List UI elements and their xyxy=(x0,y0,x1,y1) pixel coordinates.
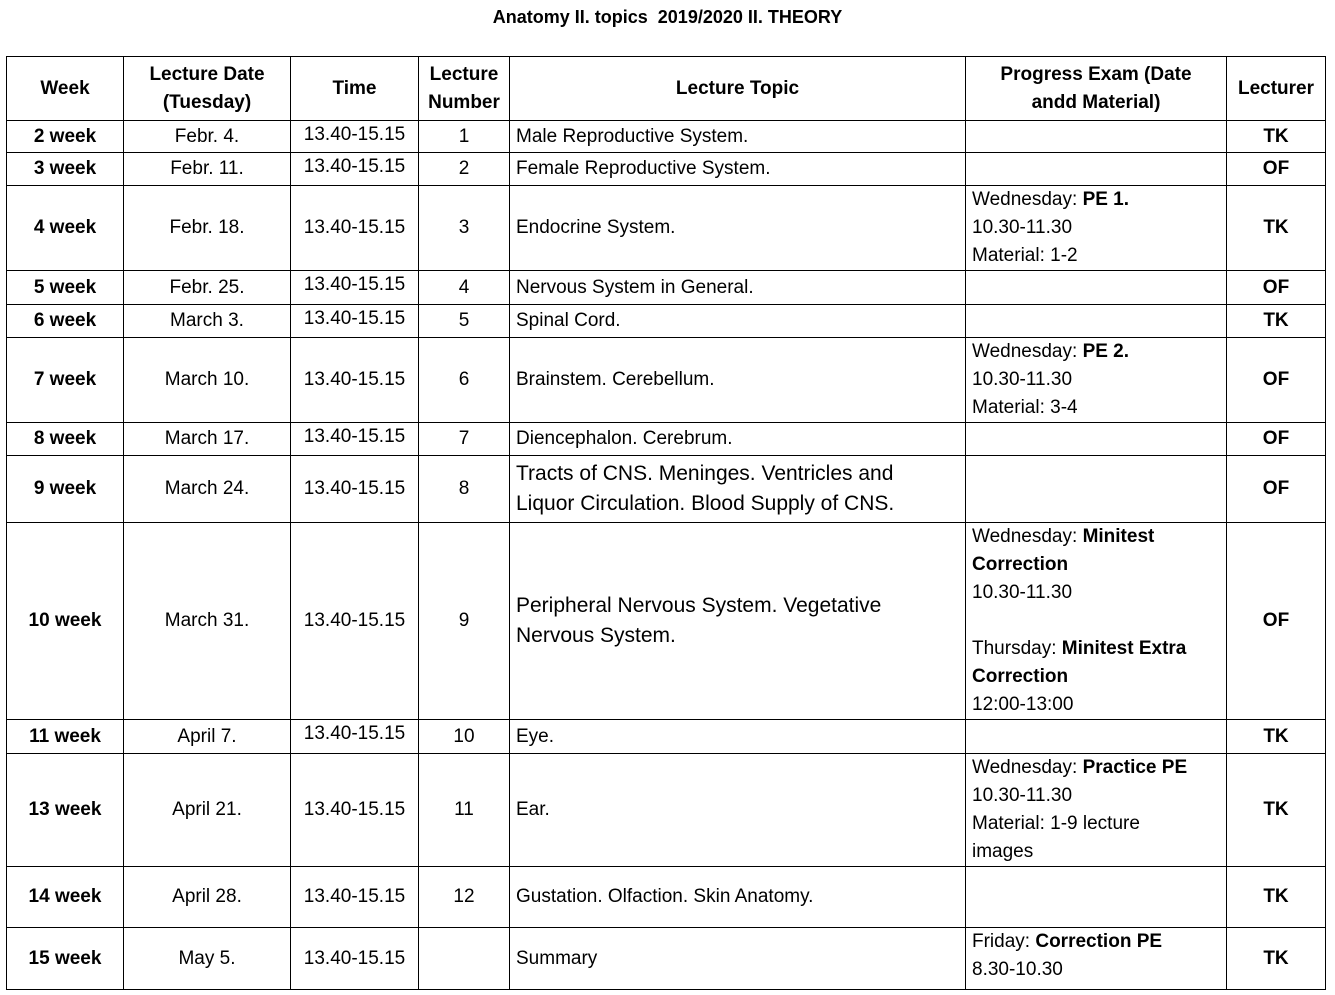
table-row xyxy=(7,523,1326,720)
number-cell: 6 xyxy=(419,338,510,423)
date-cell: March 17. xyxy=(124,423,291,456)
week-cell: 14 week xyxy=(7,867,124,928)
number-cell: 9 xyxy=(419,523,510,720)
exam-cell xyxy=(966,720,1227,754)
exam-cell xyxy=(966,153,1227,186)
week-cell: 10 week xyxy=(7,523,124,720)
date-cell: March 3. xyxy=(124,305,291,338)
exam-time: 10.30-11.30 xyxy=(972,217,1073,238)
table-row xyxy=(7,338,1326,423)
date-cell: April 21. xyxy=(124,754,291,867)
topic-cell: Female Reproductive System. xyxy=(510,153,966,186)
time-cell: 13.40-15.15 xyxy=(291,271,419,305)
exam-cell xyxy=(966,867,1227,928)
topic-cell: Peripheral Nervous System. Vegetative Nervous System. xyxy=(510,523,966,720)
week-cell: 15 week xyxy=(7,928,124,990)
topic-cell: Summary xyxy=(510,928,966,990)
week-cell: 13 week xyxy=(7,754,124,867)
table-row xyxy=(7,153,1326,186)
topic-cell: Ear. xyxy=(510,754,966,867)
week-cell: 2 week xyxy=(7,121,124,153)
date-cell: April 7. xyxy=(124,720,291,754)
topic-cell: Diencephalon. Cerebrum. xyxy=(510,423,966,456)
schedule-table xyxy=(6,56,1326,990)
table-row xyxy=(7,186,1326,271)
header-time: Time xyxy=(291,57,419,121)
exam-cell xyxy=(966,305,1227,338)
date-cell: March 24. xyxy=(124,456,291,523)
number-cell: 1 xyxy=(419,121,510,153)
date-cell: April 28. xyxy=(124,867,291,928)
exam-cell xyxy=(966,186,1227,271)
topic-cell: Gustation. Olfaction. Skin Anatomy. xyxy=(510,867,966,928)
number-cell: 4 xyxy=(419,271,510,305)
header-row xyxy=(7,57,1326,121)
time-cell: 13.40-15.15 xyxy=(291,305,419,338)
time-cell: 13.40-15.15 xyxy=(291,423,419,456)
lecturer-cell: TK xyxy=(1227,186,1326,271)
header-lecture-number: Lecture Number xyxy=(419,57,510,121)
number-cell: 8 xyxy=(419,456,510,523)
lecturer-cell: OF xyxy=(1227,338,1326,423)
exam-material: Material: 3-4 xyxy=(972,397,1078,418)
topic-cell: Eye. xyxy=(510,720,966,754)
exam-cell xyxy=(966,121,1227,153)
number-cell: 5 xyxy=(419,305,510,338)
time-cell: 13.40-15.15 xyxy=(291,338,419,423)
number-cell: 12 xyxy=(419,867,510,928)
exam-day: Wednesday: xyxy=(972,189,1083,210)
number-cell: 3 xyxy=(419,186,510,271)
time-cell: 13.40-15.15 xyxy=(291,523,419,720)
number-cell: 7 xyxy=(419,423,510,456)
exam-time: 10.30-11.30 xyxy=(972,369,1073,390)
time-cell: 13.40-15.15 xyxy=(291,720,419,754)
topic-cell: Brainstem. Cerebellum. xyxy=(510,338,966,423)
exam-cell xyxy=(966,456,1227,523)
number-cell xyxy=(419,928,510,990)
week-cell: 9 week xyxy=(7,456,124,523)
time-cell: 13.40-15.15 xyxy=(291,121,419,153)
header-week: Week xyxy=(7,57,124,121)
date-cell: Febr. 18. xyxy=(124,186,291,271)
header-lecture-date: Lecture Date (Tuesday) xyxy=(124,57,291,121)
date-cell: Febr. 25. xyxy=(124,271,291,305)
lecturer-cell: OF xyxy=(1227,423,1326,456)
table-row xyxy=(7,271,1326,305)
exam-cell: Wednesday: Practice PE 10.30-11.30 Material: 1-9 lecture images xyxy=(966,754,1227,867)
week-cell: 11 week xyxy=(7,720,124,754)
exam-name: PE 1. xyxy=(1082,189,1130,210)
week-cell: 7 week xyxy=(7,338,124,423)
time-cell: 13.40-15.15 xyxy=(291,153,419,186)
topic-cell: Spinal Cord. xyxy=(510,305,966,338)
time-cell: 13.40-15.15 xyxy=(291,186,419,271)
exam-cell xyxy=(966,271,1227,305)
date-cell: March 31. xyxy=(124,523,291,720)
table-row xyxy=(7,720,1326,754)
exam-material: Material: 1-2 xyxy=(972,245,1078,266)
topic-cell: Nervous System in General. xyxy=(510,271,966,305)
lecturer-cell: OF xyxy=(1227,456,1326,523)
table-row xyxy=(7,423,1326,456)
topic-cell: Endocrine System. xyxy=(510,186,966,271)
lecturer-cell: OF xyxy=(1227,153,1326,186)
exam-cell xyxy=(966,423,1227,456)
time-cell: 13.40-15.15 xyxy=(291,928,419,990)
number-cell: 10 xyxy=(419,720,510,754)
table-row xyxy=(7,456,1326,523)
lecturer-cell: TK xyxy=(1227,305,1326,338)
number-cell: 11 xyxy=(419,754,510,867)
lecturer-cell: TK xyxy=(1227,121,1326,153)
lecturer-cell: TK xyxy=(1227,754,1326,867)
topic-cell: Tracts of CNS. Meninges. Ventricles and Liquor Circulation. Blood Supply of CNS. xyxy=(510,456,966,523)
exam-cell xyxy=(966,338,1227,423)
week-cell: 8 week xyxy=(7,423,124,456)
lecturer-cell: TK xyxy=(1227,928,1326,990)
time-cell: 13.40-15.15 xyxy=(291,754,419,867)
exam-cell: Friday: Correction PE 8.30-10.30 xyxy=(966,928,1227,990)
week-cell: 3 week xyxy=(7,153,124,186)
week-cell: 6 week xyxy=(7,305,124,338)
date-cell: March 10. xyxy=(124,338,291,423)
number-cell: 2 xyxy=(419,153,510,186)
week-cell: 4 week xyxy=(7,186,124,271)
table-row xyxy=(7,867,1326,928)
lecturer-cell: OF xyxy=(1227,523,1326,720)
time-cell: 13.40-15.15 xyxy=(291,867,419,928)
table-row xyxy=(7,121,1326,153)
header-lecturer: Lecturer xyxy=(1227,57,1326,121)
exam-name: PE 2. xyxy=(1082,341,1130,362)
week-cell: 5 week xyxy=(7,271,124,305)
date-cell: May 5. xyxy=(124,928,291,990)
time-cell: 13.40-15.15 xyxy=(291,456,419,523)
exam-cell: Wednesday: Minitest Correction 10.30-11.30 Thursday: Minitest Extra Correction 12:00-13:00 xyxy=(966,523,1227,720)
table-row xyxy=(7,928,1326,990)
table-row xyxy=(7,305,1326,338)
header-lecture-topic: Lecture Topic xyxy=(510,57,966,121)
header-progress-exam: Progress Exam (Date andd Material) xyxy=(966,57,1227,121)
topic-cell: Male Reproductive System. xyxy=(510,121,966,153)
date-cell: Febr. 4. xyxy=(124,121,291,153)
exam-day: Wednesday: xyxy=(972,341,1083,362)
date-cell: Febr. 11. xyxy=(124,153,291,186)
table-row xyxy=(7,754,1326,867)
page-title: Anatomy II. topics 2019/2020 II. THEORY xyxy=(492,7,843,27)
lecturer-cell: TK xyxy=(1227,867,1326,928)
lecturer-cell: OF xyxy=(1227,271,1326,305)
lecturer-cell: TK xyxy=(1227,720,1326,754)
